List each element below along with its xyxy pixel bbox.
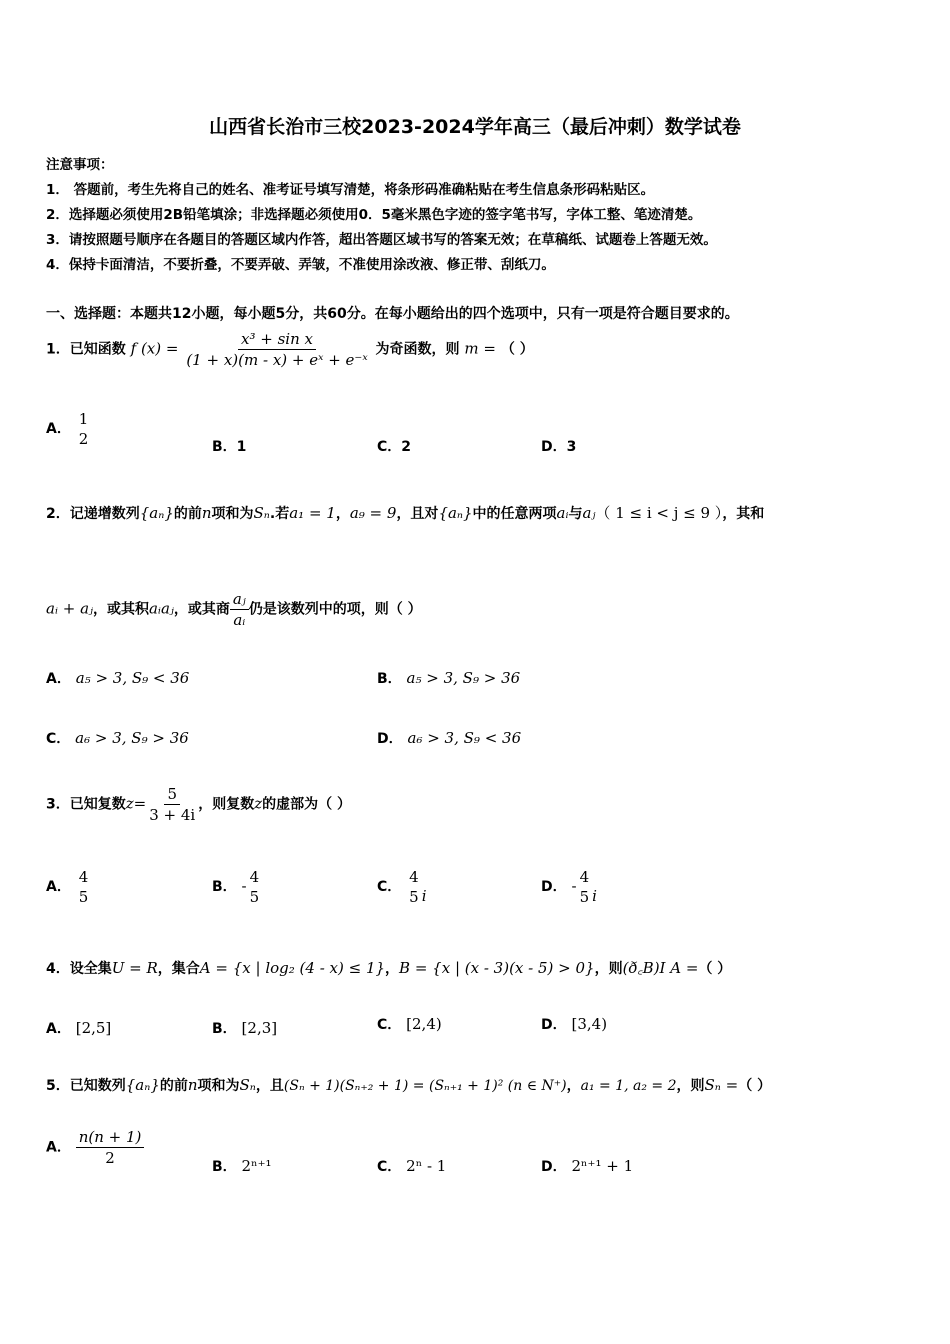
section-heading: 一、选择题：本题共12小题，每小题5分，共60分。在每小题给出的四个选项中，只有一项是符合题目要求的。 [46,306,739,322]
q2-comma: ， [335,506,350,522]
q2-cond-1: a₁ = 1 [289,504,336,522]
q5-option-d[interactable] [541,1156,633,1176]
q5-a-num: n(n + 1) [76,1128,145,1148]
q4-d-text: [3,4) [571,1015,608,1033]
q2-seq: {aₙ} [139,504,174,522]
q3-a-num: 4 [78,868,89,886]
q3-z-2: z [254,794,263,813]
q2-c-text: a₆ > 3, S₉ > 36 [75,729,189,747]
q3-d-i: i [592,887,597,905]
q4-option-b[interactable] [212,1018,277,1038]
q3-d-sign: - [571,877,577,895]
q2-d-text: a₆ > 3, S₉ < 36 [407,729,522,747]
q4-set-b: B = {x | (x - 3)(x - 5) > 0} [399,959,595,977]
q5-option-b[interactable] [212,1156,272,1176]
q5-s: Sₙ [239,1076,256,1094]
q1-a-label: A． [46,421,71,437]
question-1 [46,330,534,369]
q5-text-5: ， [566,1078,581,1094]
q4-expression: (ð꜀B)I A = [622,959,699,977]
q5-d-label: D． [541,1159,567,1175]
q4-text-2: ，集合 [157,961,200,977]
q1-option-a[interactable] [46,410,91,448]
q5-initial: a₁ = 1, a₂ = 2 [580,1078,677,1094]
q4-a-label: A． [46,1021,71,1037]
q5-b-label: B． [212,1159,237,1175]
q2-a-label: A． [46,671,71,687]
q2-quotient [230,590,249,629]
q5-a-label: A． [46,1139,71,1156]
q2-quotient-den: aᵢ [233,611,246,629]
q2-n: n [201,504,212,522]
q3-c-den: 5 [409,888,419,906]
page-title: 山西省长治市三校2023-2024学年高三（最后冲刺）数学试卷 [209,116,741,138]
q3-num: 5 [164,785,180,805]
q5-seq: {aₙ} [125,1076,160,1094]
q3-b-label: B． [212,879,237,895]
q3-eq: = [133,794,147,813]
q3-c-i: i [421,887,427,905]
q3-a-fraction [76,868,92,906]
q4-universe: U = R [111,959,158,977]
q3-c-num: 4 [409,868,419,886]
q2-product: aᵢaⱼ [148,599,174,618]
q4-d-label: D． [541,1017,567,1033]
q3-option-d[interactable] [541,868,597,906]
notice-heading: 注意事项： [46,157,114,173]
q1-lhs: f (x) = [130,339,179,358]
q4-a-text: [2,5] [75,1019,112,1037]
notice-item-3: 3．请按照题号顺序在各题目的答题区域内作答，超出答题区域书写的答案无效；在草稿纸、试题卷上答题无效。 [46,232,717,248]
q2-text-8: ，其和 [722,506,765,522]
q4-option-c[interactable] [377,1014,442,1034]
q4-c-label: C． [377,1017,402,1033]
q3-c-fraction [406,868,422,906]
notice-item-2: 2．选择题必须使用2B铅笔填涂；非选择题必须使用0．5毫米黑色字迹的签字笔书写，字体工整、笔迹清楚。 [46,207,702,223]
q3-d-label: D． [541,879,567,895]
q4-c-text: [2,4) [406,1015,442,1033]
q2-c-label: C． [46,731,71,747]
q2-text-10: ，或其商 [173,601,230,618]
q2-text-4: .若 [269,506,290,522]
q1-mid: 为奇函数，则 [375,341,460,358]
q4-option-a[interactable] [46,1018,111,1038]
q2-option-d[interactable] [377,728,521,748]
q2-text-11: 仍是该数列中的项，则（ ） [248,601,422,618]
q3-text-3: 的虚部为（ ） [262,796,352,813]
q2-a-text: a₅ > 3, S₉ < 36 [75,669,190,687]
q2-option-b[interactable] [377,668,520,688]
q2-text-6: 中的任意两项 [472,506,557,522]
q3-d-den: 5 [579,888,590,906]
q5-text-2: 的前 [159,1078,188,1094]
q5-text-3: 项和为 [197,1078,240,1094]
q1-option-b[interactable]: B．1 [212,439,247,455]
q5-c-label: C． [377,1159,402,1175]
q1-a-fraction [76,410,92,448]
q4-b-label: B． [212,1021,237,1037]
q5-text-6: ，则 [676,1078,705,1094]
question-5 [46,1075,771,1095]
q1-option-d[interactable]: D．3 [541,439,577,455]
q3-fraction [146,785,198,824]
q2-option-c[interactable] [46,728,189,748]
q4-text-1: 4．设全集 [46,961,112,977]
q3-b-den: 5 [249,888,260,906]
q3-b-fraction [247,868,263,906]
q5-c-text: 2ⁿ - 1 [406,1157,447,1175]
q2-sum: aᵢ + aⱼ [46,599,93,618]
q3-a-den: 5 [78,888,89,906]
q1-numerator: x³ + sin x [238,330,316,350]
q4-b-text: [2,3] [241,1019,278,1037]
q3-d-fraction [577,868,593,906]
q2-cond-2: a₉ = 9 [349,504,397,522]
q4-text-3: ，则 [594,961,623,977]
q2-text-5: ，且对 [396,506,439,522]
q1-end: （ ） [500,341,534,358]
q4-set-a: A = {x | log₂ (4 - x) ≤ 1} [199,959,386,977]
q2-text-9: ，或其积 [92,601,149,618]
q2-text-7: 与 [568,506,583,522]
q1-a-num: 1 [78,410,89,428]
q1-function-fraction [183,330,370,369]
question-2-line-1 [46,502,764,523]
q3-c-label: C． [377,879,402,895]
q3-d-num: 4 [579,868,590,886]
q5-equation: (Sₙ + 1)(Sₙ₊₂ + 1) = (Sₙ₊₁ + 1)² (n ∈ N⁺) [283,1078,567,1094]
q2-option-a[interactable] [46,668,189,688]
q2-text-3: 项和为 [211,506,254,522]
q1-denominator: (1 + x)(m - x) + eˣ + e⁻ˣ [186,351,368,369]
q2-text-2: 的前 [173,506,202,522]
q4-comma: ， [385,961,400,977]
q3-option-a[interactable] [46,868,91,906]
q2-range: （ 1 ≤ i < j ≤ 9 ） [595,504,723,522]
q1-option-c[interactable]: C．2 [377,439,412,455]
q2-s: Sₙ [253,504,270,522]
q2-b-text: a₅ > 3, S₉ > 36 [406,669,521,687]
q2-text-1: 2．记递增数列 [46,506,140,522]
question-2-line-2 [46,590,422,629]
q5-end: （ ） [738,1078,772,1094]
q1-var: m = [464,339,496,358]
q4-option-d[interactable] [541,1014,607,1034]
q4-end: （ ） [698,961,732,977]
q1-a-den: 2 [78,430,89,448]
q2-d-label: D． [377,731,403,747]
q5-text-1: 5．已知数列 [46,1078,126,1094]
q5-b-text: 2ⁿ⁺¹ [241,1157,272,1175]
q2-quotient-num: aⱼ [230,590,249,610]
q5-n: n [187,1076,198,1094]
q5-option-a[interactable] [46,1128,144,1167]
q3-den: 3 + 4i [149,806,196,824]
question-3 [46,785,351,824]
q2-ai: aᵢ [556,504,569,522]
q5-ask: Sₙ = [704,1076,739,1094]
question-4 [46,958,731,978]
q2-b-label: B． [377,671,402,687]
q3-b-sign: - [241,877,247,895]
q3-option-b[interactable] [212,868,262,906]
q3-option-c[interactable] [377,868,427,906]
q5-d-text: 2ⁿ⁺¹ + 1 [571,1157,634,1175]
q3-b-num: 4 [249,868,260,886]
q3-text-2: ，则复数 [198,796,255,813]
q2-aj: aⱼ [582,504,596,522]
q5-text-4: ，且 [255,1078,284,1094]
q3-z: z [125,794,134,813]
q3-a-label: A． [46,879,71,895]
q5-a-den: 2 [105,1149,115,1167]
notice-item-1: 1． 答题前，考生先将自己的姓名、准考证号填写清楚，将条形码准确粘贴在考生信息条形码粘贴区。 [46,182,655,198]
q2-seq-2: {aₙ} [438,504,473,522]
q5-option-c[interactable] [377,1156,446,1176]
notice-item-4: 4．保持卡面清洁，不要折叠，不要弄破、弄皱，不准使用涂改液、修正带、刮纸刀。 [46,257,555,273]
q3-text-1: 3．已知复数 [46,796,126,813]
q1-prefix: 1．已知函数 [46,341,126,358]
q5-a-fraction [76,1128,145,1167]
